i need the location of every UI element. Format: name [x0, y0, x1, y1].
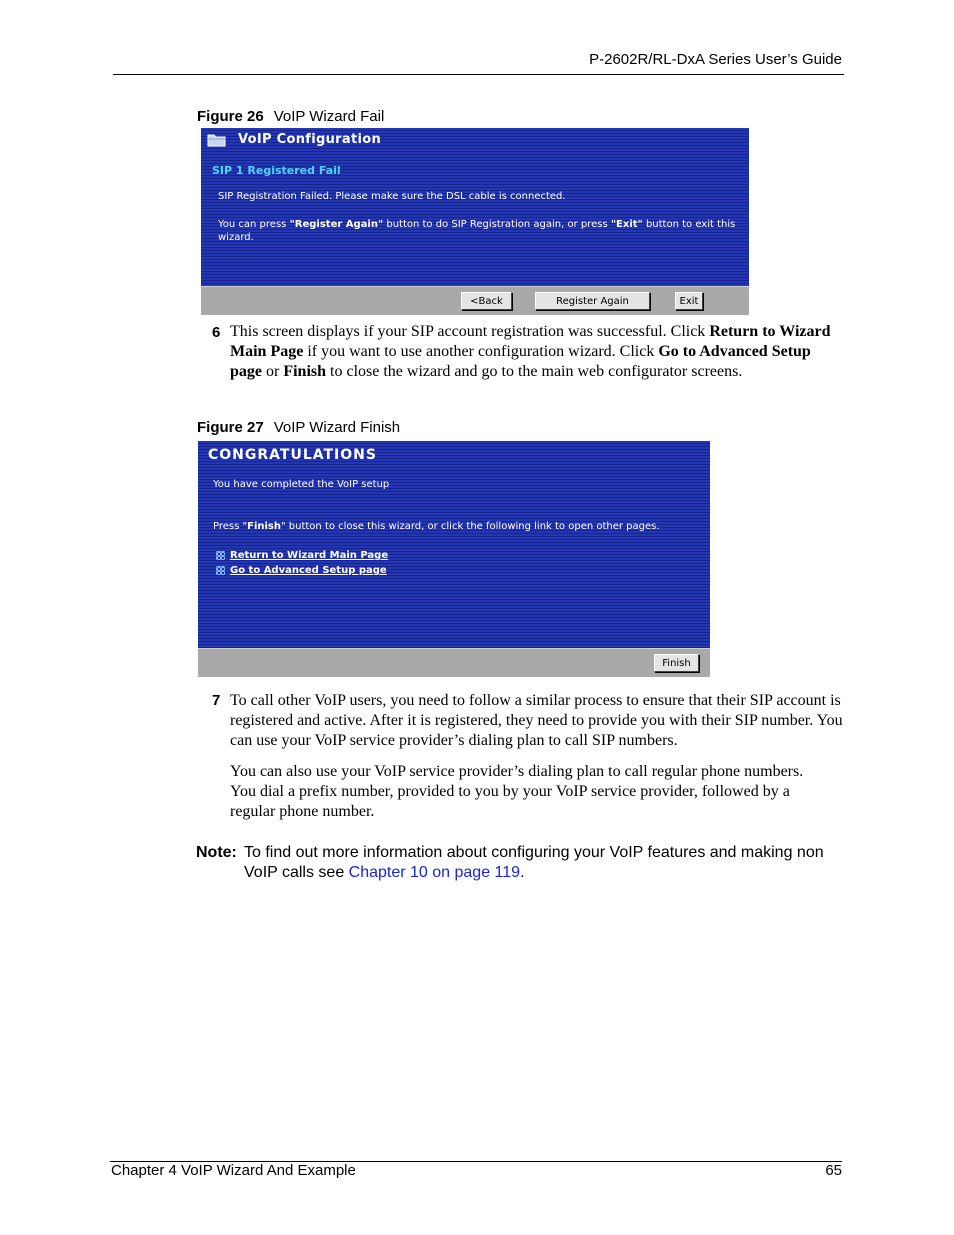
- finish-button-bar: [198, 648, 710, 677]
- congratulations-heading: CONGRATULATIONS: [208, 447, 377, 463]
- figure-27-caption: [197, 419, 400, 436]
- wizard-main-link-row[interactable]: [216, 549, 388, 562]
- header-title: P-2602R/RL-DxA Series User’s Guide: [589, 51, 842, 68]
- figure-26-caption: [197, 108, 384, 125]
- fail-message: SIP Registration Failed. Please make sure the DSL cable is connected.: [218, 191, 566, 202]
- fail-button-bar: [201, 286, 749, 315]
- fail-heading: SIP 1 Registered Fail: [212, 164, 341, 177]
- go-to-advanced-setup-page-link[interactable]: Go to Advanced Setup page: [230, 565, 387, 576]
- fail-instructions: You can press "Register Again" button to do SIP Registration again, or press "Exit" button to exit this wizard.: [218, 219, 736, 243]
- step-7-number: 7: [212, 692, 221, 709]
- step-7-paragraph-1: To call other VoIP users, you need to follow a similar process to ensure that their SIP account is registered and active. After it is registered, they need to provide you with their SIP number. You can use your VoIP service provider’s dialing plan to call SIP numbers.: [230, 692, 843, 749]
- step-7-paragraph-2: You can also use your VoIP service provider’s dialing plan to call regular phone numbers. You dial a prefix number, provided to you by your VoIP service provider, followed by a regular phone number.: [230, 763, 804, 820]
- return-to-wizard-main-page-link[interactable]: Return to Wizard Main Page: [230, 550, 389, 561]
- note-text: To find out more information about configuring your VoIP features and making non VoIP calls see Chapter 10 on page 119.: [244, 844, 824, 881]
- step-6-text: This screen displays if your SIP account registration was successful. Click Return to Wizard Main Page if you want to use another configuration wizard. Click Go to Advanced Setup page or Finish to close the wizard and go to the main web configurator screens.: [230, 323, 831, 380]
- footer-page-number: 65: [825, 1162, 842, 1179]
- window-title: VoIP Configuration: [238, 132, 382, 147]
- figure-26-label: Figure 26: [197, 108, 264, 125]
- back-button[interactable]: <Back: [461, 292, 512, 310]
- exit-button[interactable]: Exit: [675, 292, 703, 310]
- figure-26-title: VoIP Wizard Fail: [273, 108, 385, 125]
- finish-button[interactable]: Finish: [654, 654, 699, 672]
- figure-27-label: Figure 27: [197, 419, 264, 436]
- header-divider: [113, 74, 844, 75]
- footer-chapter: Chapter 4 VoIP Wizard And Example: [111, 1162, 356, 1179]
- finish-message: You have completed the VoIP setup: [213, 479, 390, 490]
- bullet-icon: [216, 566, 225, 575]
- voip-fail-panel: [201, 128, 749, 286]
- folder-icon: [207, 132, 227, 148]
- chapter-10-link[interactable]: Chapter 10 on page 119: [348, 864, 521, 881]
- advanced-setup-link-row[interactable]: [216, 564, 387, 577]
- voip-finish-panel: [198, 441, 710, 648]
- register-again-button[interactable]: Register Again: [535, 292, 650, 310]
- step-6-number: 6: [212, 324, 221, 341]
- note-label: Note:: [196, 844, 237, 861]
- bullet-icon: [216, 551, 225, 560]
- figure-27-title: VoIP Wizard Finish: [273, 419, 401, 436]
- finish-instructions: Press "Finish" button to close this wizard, or click the following link to open other pages.: [213, 521, 660, 532]
